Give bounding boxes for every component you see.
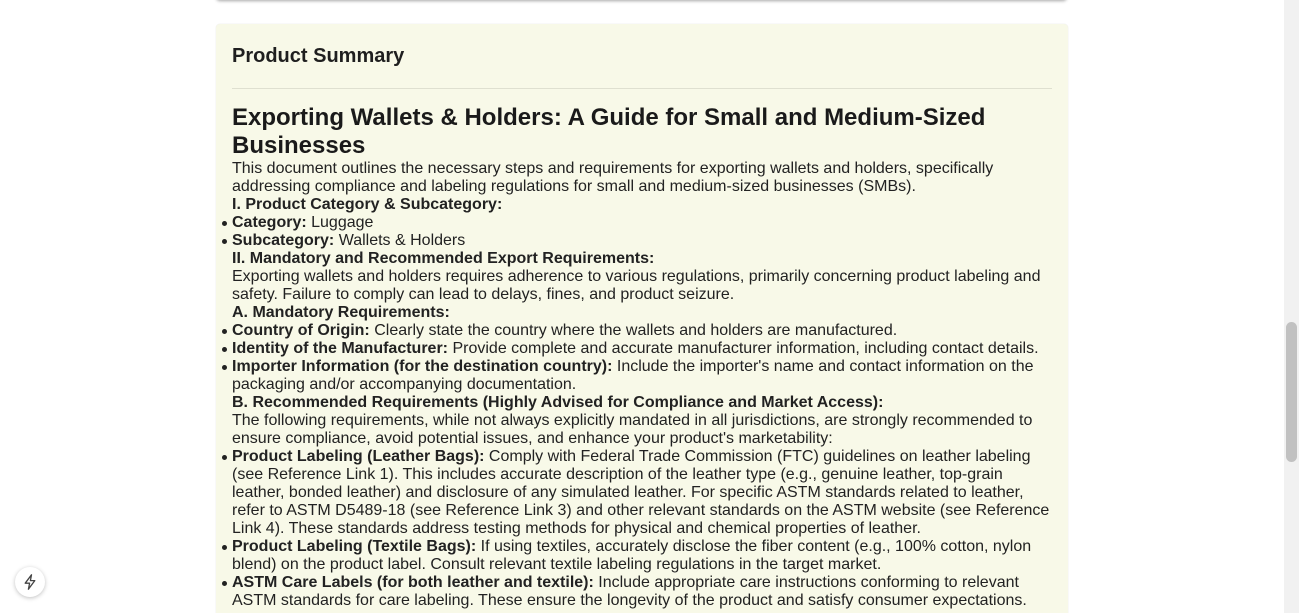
scrollbar-thumb[interactable] bbox=[1286, 322, 1297, 462]
card-title: Product Summary bbox=[232, 45, 405, 67]
section-a-title: A. Mandatory Requirements: bbox=[232, 304, 450, 321]
list-item bbox=[232, 322, 1052, 340]
item-text: Include appropriate care instructions conforming to relevant ASTM standards for care labeling. These ensure the longevity of the product and satisfy consumer expectations. bbox=[232, 574, 1027, 609]
item-label: Category: bbox=[232, 214, 307, 231]
list-item bbox=[232, 214, 1052, 232]
item-label: ASTM Care Labels (for both leather and textile): bbox=[232, 574, 594, 591]
bolt-button[interactable] bbox=[15, 567, 45, 597]
section-b-intro: The following requirements, while not always explicitly mandated in all jurisdictions, are strongly recommended to ensure compliance, avoid potential issues, and enhance your product's marketability: bbox=[232, 412, 1033, 447]
item-text: Comply with Federal Trade Commission (FTC) guidelines on leather labeling (see Reference Link 1). This includes accurate description of the leather type (e.g., genuine leather, top-grain leather, bonded leather) and disclosure of any simulated leather. For specific ASTM standards related to leather, refer to ASTM D5489-18 (see Reference Link 3) and other relevant standards on the ASTM website (see Reference Link 4). These standards address testing methods for physical and chemical properties of leather. bbox=[232, 448, 1050, 537]
list-item bbox=[232, 232, 1052, 250]
section-b-title: B. Recommended Requirements (Highly Advised for Compliance and Market Access): bbox=[232, 394, 884, 411]
item-text: Include the importer's name and contact information on the packaging and/or accompanying documentation. bbox=[232, 358, 1034, 393]
item-text: Luggage bbox=[306, 214, 374, 231]
item-label: Country of Origin: bbox=[232, 322, 370, 339]
document-intro: This document outlines the necessary steps and requirements for exporting wallets and holders, specifically addressing compliance and labeling regulations for small and medium-sized businesses (SMBs). bbox=[232, 160, 994, 195]
vertical-scrollbar[interactable] bbox=[1284, 0, 1299, 613]
item-text: Wallets & Holders bbox=[334, 232, 466, 249]
section-b-list bbox=[232, 448, 1052, 610]
bolt-icon bbox=[23, 574, 37, 590]
section-1-title: I. Product Category & Subcategory: bbox=[232, 196, 503, 213]
section-a-list bbox=[232, 322, 1052, 394]
list-item bbox=[232, 448, 1052, 538]
list-item bbox=[232, 358, 1052, 394]
section-2-title: II. Mandatory and Recommended Export Requirements: bbox=[232, 250, 655, 267]
document-heading: Exporting Wallets & Holders: A Guide for Small and Medium-Sized Businesses bbox=[232, 104, 986, 159]
item-text: Provide complete and accurate manufacturer information, including contact details. bbox=[448, 340, 1039, 357]
list-item bbox=[232, 538, 1052, 574]
section-2-intro: Exporting wallets and holders requires adherence to various regulations, primarily concerning product labeling and safety. Failure to comply can lead to delays, fines, and product seizure. bbox=[232, 268, 1041, 303]
summary-document bbox=[232, 104, 1052, 610]
section-1-list bbox=[232, 214, 1052, 250]
item-label: Subcategory: bbox=[232, 232, 335, 249]
item-label: Importer Information (for the destination country): bbox=[232, 358, 613, 375]
card-divider bbox=[232, 88, 1052, 89]
list-item bbox=[232, 340, 1052, 358]
item-text: Clearly state the country where the wallets and holders are manufactured. bbox=[369, 322, 898, 339]
item-label: Product Labeling (Leather Bags): bbox=[232, 448, 485, 465]
list-item bbox=[232, 574, 1052, 610]
product-summary-card bbox=[216, 24, 1068, 613]
item-label: Product Labeling (Textile Bags): bbox=[232, 538, 477, 555]
item-label: Identity of the Manufacturer: bbox=[232, 340, 449, 357]
item-text: If using textiles, accurately disclose the fiber content (e.g., 100% cotton, nylon blend) on the product label. Consult relevant textile labeling regulations in the target market. bbox=[232, 538, 1032, 573]
